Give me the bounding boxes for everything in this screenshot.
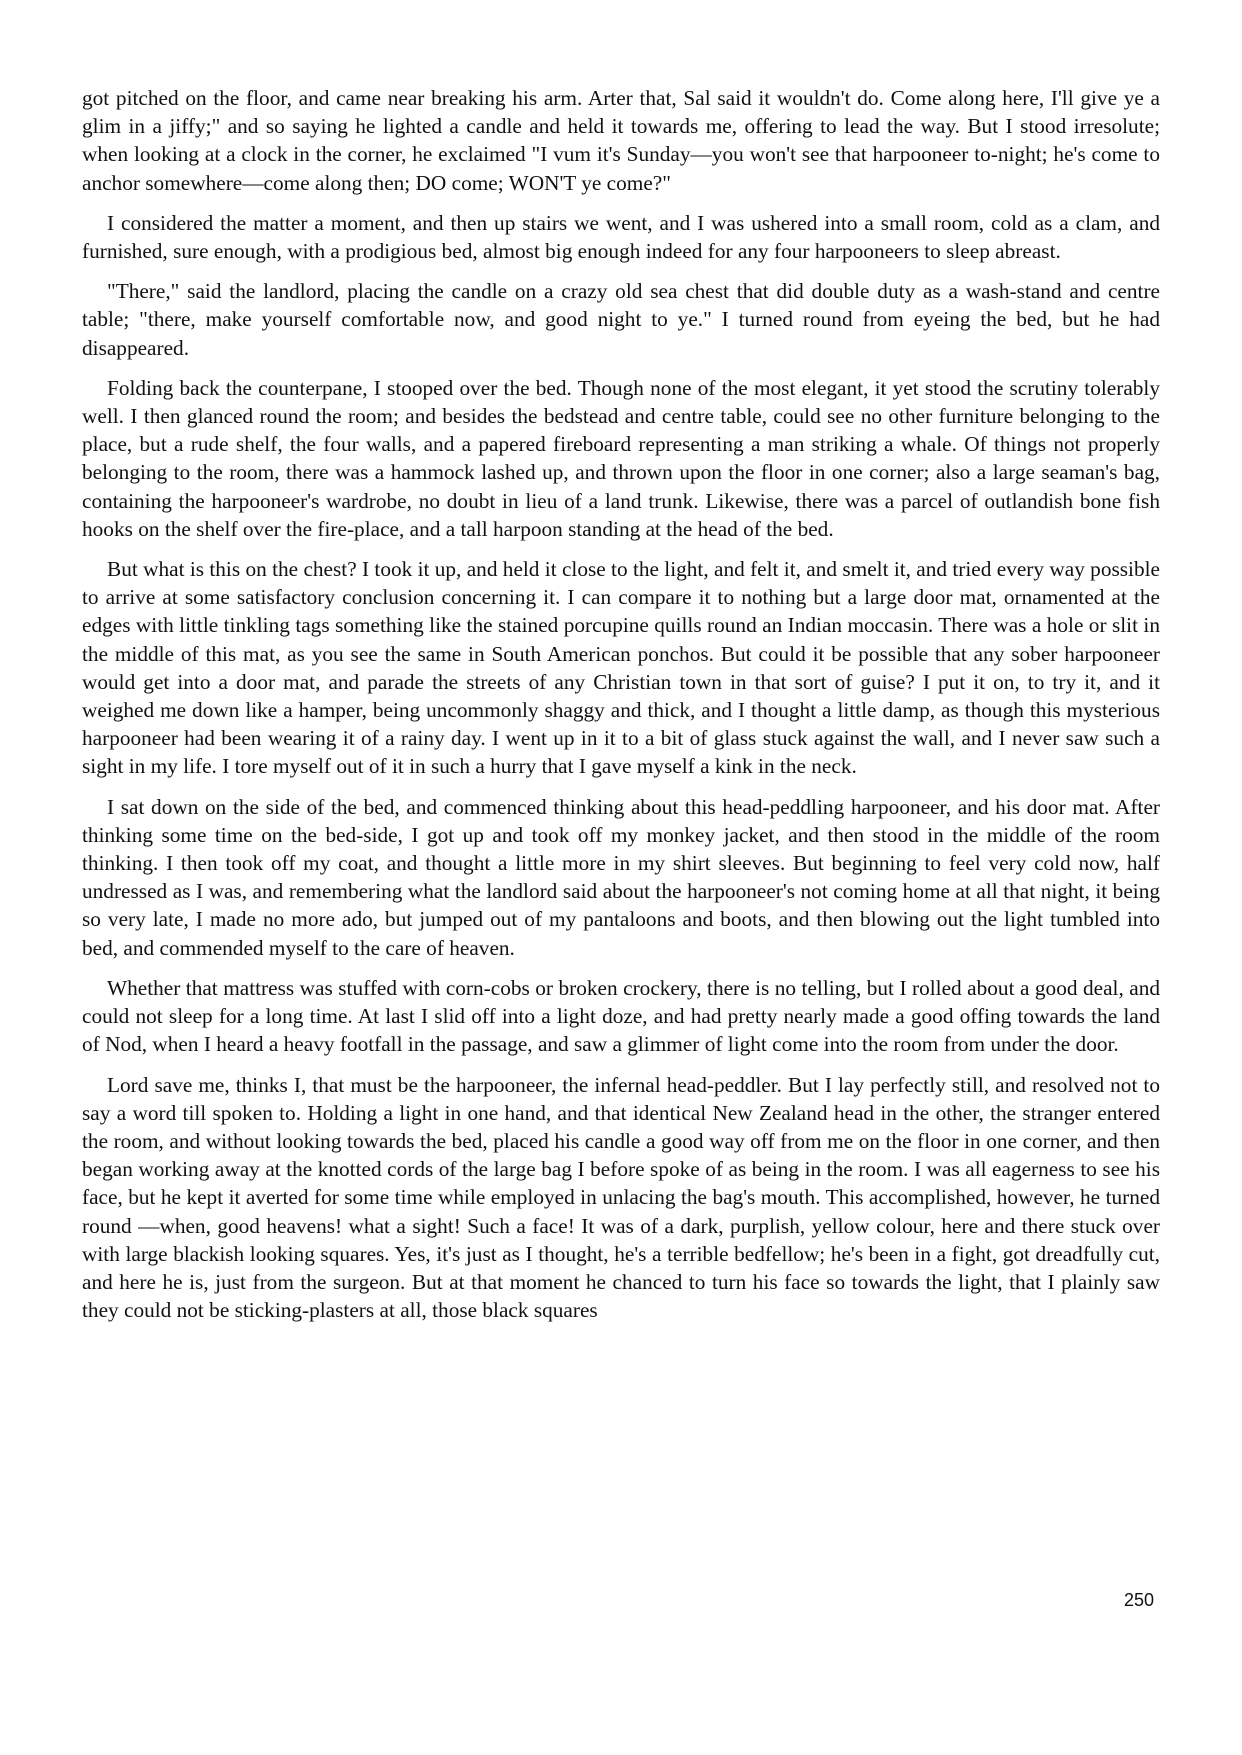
paragraph-5: But what is this on the chest? I took it up, and held it close to the light, and felt it, and smelt it, and tried every way possible to arrive at some satisfactory conclusion concerning it. I can compare it to nothing but a large door mat, ornamented at the edges with little tinkling tags something like the stained porcupine quills round an Indian moccasin. There was a hole or slit in the middle of this mat, as you see the same in South American ponchos. But could it be possible that any sober harpooneer would get into a door mat, and parade the streets of any Christian town in that sort of guise? I put it on, to try it, and it weighed me down like a hamper, being uncommonly shaggy and thick, and I thought a little damp, as though this mysterious harpooneer had been wearing it of a rainy day. I went up in it to a bit of glass stuck against the wall, and I never saw such a sight in my life. I tore myself out of it in such a hurry that I gave myself a kink in the neck. [82, 557, 1160, 779]
paragraph-7: Whether that mattress was stuffed with corn-cobs or broken crockery, there is no telling, but I rolled about a good deal, and could not sleep for a long time. At last I slid off into a light doze, and had pretty nearly made a good offing towards the land of Nod, when I heard a heavy footfall in the passage, and saw a glimmer of light come into the room from under the door. [82, 975, 1160, 1057]
paragraph-3: "There," said the landlord, placing the candle on a crazy old sea chest that did double duty as a wash-stand and centre table; "there, make yourself comfortable now, and good night to ye." I turned round from eyeing the bed, but he had disappeared. [82, 279, 1160, 360]
paragraph-1: got pitched on the floor, and came near breaking his arm. Arter that, Sal said it wouldn't do. Come along here, I'll give ye a glim in a jiffy;" and so saying he lighted a candle and held it towards me, offering to lead the way. But I stood irresolute; when looking at a clock in the corner, he exclaimed "I vum it's Sunday—you won't see that harpooneer to-night; he's come to anchor somewhere—come along then; DO come; WON'T ye come?" [82, 86, 1160, 195]
page-body [82, 84, 1160, 1336]
paragraph-2: I considered the matter a moment, and then up stairs we went, and I was ushered into a small room, cold as a clam, and furnished, sure enough, with a prodigious bed, almost big enough indeed for any four harpooneers to sleep abreast. [82, 210, 1160, 264]
paragraph-4: Folding back the counterpane, I stooped over the bed. Though none of the most elegant, it yet stood the scrutiny tolerably well. I then glanced round the room; and besides the bedstead and centre table, could see no other furniture belonging to the place, but a rude shelf, the four walls, and a papered fireboard representing a man striking a whale. Of things not properly belonging to the room, there was a hammock lashed up, and thrown upon the floor in one corner; also a large seaman's bag, containing the harpooneer's wardrobe, no doubt in lieu of a land trunk. Likewise, there was a parcel of outlandish bone fish hooks on the shelf over the fire-place, and a tall harpoon standing at the head of the bed. [82, 375, 1160, 541]
paragraph-6: I sat down on the side of the bed, and commenced thinking about this head-peddling harpooneer, and his door mat. After thinking some time on the bed-side, I got up and took off my monkey jacket, and then stood in the middle of the room thinking. I then took off my coat, and thought a little more in my shirt sleeves. But beginning to feel very cold now, half undressed as I was, and remembering what the landlord said about the harpooneer's not coming home at all that night, it being so very late, I made no more ado, but jumped out of my pantaloons and boots, and then blowing out the light tumbled into bed, and commended myself to the care of heaven. [82, 794, 1160, 960]
page-number: 250 [1124, 1590, 1155, 1610]
paragraph-8: Lord save me, thinks I, that must be the harpooneer, the infernal head-peddler. But I lay perfectly still, and resolved not to say a word till spoken to. Holding a light in one hand, and that identical New Zealand head in the other, the stranger entered the room, and without looking towards the bed, placed his candle a good way off from me on the floor in one corner, and then began working away at the knotted cords of the large bag I before spoke of as being in the room. I was all eagerness to see his face, but he kept it averted for some time while employed in unlacing the bag's mouth. This accomplished, however, he turned round —when, good heavens! what a sight! Such a face! It was of a dark, purplish, yellow colour, here and there stuck over with large blackish looking squares. Yes, it's just as I thought, he's a terrible bedfellow; he's been in a fight, got dreadfully cut, and here he is, just from the surgeon. But at that moment he chanced to turn his face so towards the light, that I plainly saw they could not be sticking-plasters at all, those black squares [82, 1072, 1160, 1323]
